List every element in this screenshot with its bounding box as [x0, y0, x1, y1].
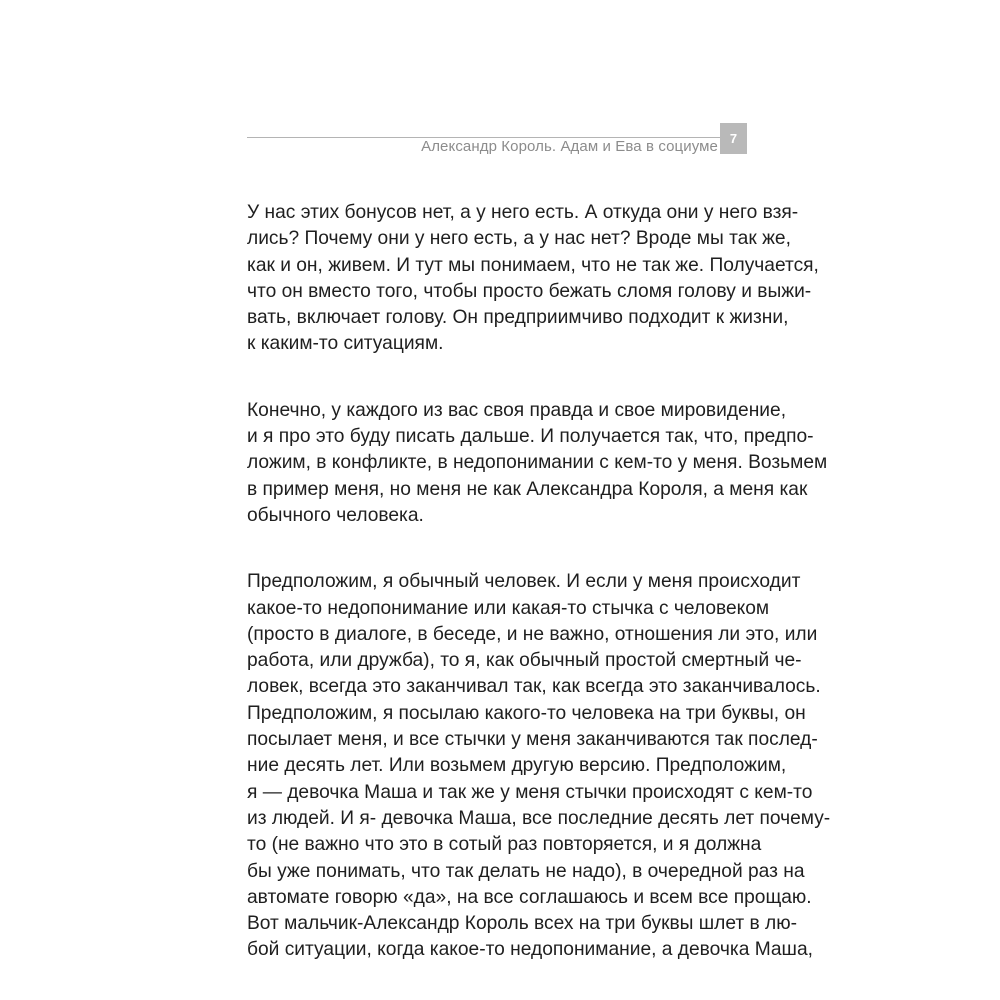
text-line: ние десять лет. Или возьмем другую версию. Предположим, [247, 755, 787, 777]
text-line: вать, включает голову. Он предприимчиво подходит к жизни, [247, 307, 789, 329]
paragraph [247, 398, 828, 529]
text-line: в пример меня, но меня не как Александра Короля, а меня как [247, 478, 808, 500]
text-line: Конечно, у каждого из вас своя правда и свое мировидение, [247, 399, 787, 421]
paragraph [247, 200, 819, 358]
text-line: У нас этих бонусов нет, а у него есть. А откуда они у него взя- [247, 202, 799, 223]
text-line: ложим, в конфликте, в недопонимании с кем-то у меня. Возьмем [247, 452, 828, 474]
text-line: Вот мальчик-Александр Король всех на три буквы шлет в лю- [247, 913, 798, 935]
text-line: автомате говорю «да», на все соглашаюсь и всем все прощаю. [247, 886, 812, 908]
text-line: ловек, всегда это заканчивал так, как всегда это заканчивалось. [247, 676, 821, 698]
text-line: работа, или дружба), то я, как обычный простой смертный че- [247, 650, 802, 672]
text-line: что он вместо того, чтобы просто бежать сломя голову и выжи- [247, 280, 812, 302]
text-line: из людей. И я- девочка Маша, все последние десять лет почему- [247, 807, 831, 829]
text-line: бы уже понимать, что так делать не надо), в очередной раз на [247, 860, 805, 882]
text-line: то (не важно что это в сотый раз повторяется, и я должна [247, 834, 762, 856]
paragraph-gap [247, 529, 767, 569]
paragraph-gap [247, 358, 767, 398]
text-line: к каким-то ситуациям. [247, 333, 444, 355]
text-line: как и он, живем. И тут мы понимаем, что не так же. Получается, [247, 254, 819, 276]
page-number: 7 [720, 123, 747, 154]
text-line: (просто в диалоге, в беседе, и не важно, отношения ли это, или [247, 623, 818, 645]
text-line: обычного человека. [247, 504, 424, 526]
text-line: и я про это буду писать дальше. И получается так, что, предпо- [247, 426, 814, 448]
text-line: лись? Почему они у него есть, а у нас нет? Вроде мы так же, [247, 228, 791, 250]
text-line: какое-то недопонимание или какая-то стычка с человеком [247, 597, 770, 619]
text-line: посылает меня, и все стычки у меня заканчиваются так послед- [247, 729, 818, 751]
text-line: я — девочка Маша и так же у меня стычки происходят с кем-то [247, 781, 813, 803]
body-text [247, 200, 831, 964]
text-line: Предположим, я обычный человек. И если у меня происходит [247, 571, 801, 593]
text-line: Предположим, я посылаю какого-то человека на три буквы, он [247, 702, 806, 724]
running-title: Александр Король. Адам и Ева в социуме [421, 138, 718, 155]
paragraph [247, 569, 831, 963]
text-line: бой ситуации, когда какое-то недопонимание, а девочка Маша, [247, 939, 813, 961]
